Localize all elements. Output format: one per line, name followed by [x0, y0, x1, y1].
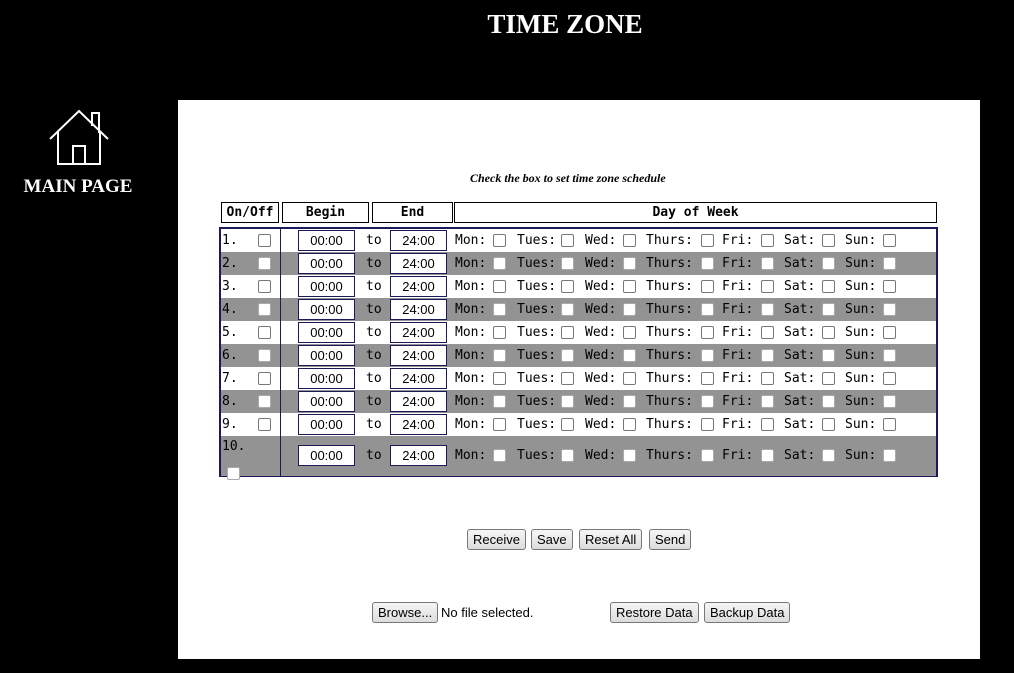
page-title: TIME ZONE: [487, 9, 643, 39]
day-label-thurs: Thurs:: [646, 348, 693, 363]
end-time-input[interactable]: [390, 445, 447, 466]
row-enable-checkbox[interactable]: [258, 257, 271, 270]
day-checkbox-fri[interactable]: [761, 395, 774, 408]
row-number: 2.: [222, 256, 238, 271]
begin-time-input[interactable]: [298, 322, 355, 343]
day-checkbox-sat[interactable]: [822, 349, 835, 362]
day-checkbox-sun[interactable]: [883, 372, 896, 385]
row-number: 3.: [222, 279, 238, 294]
day-checkbox-sat[interactable]: [822, 280, 835, 293]
day-label-thurs: Thurs:: [646, 233, 693, 248]
day-checkbox-fri[interactable]: [761, 372, 774, 385]
browse-button[interactable]: Browse...: [372, 602, 438, 623]
day-label-sun: Sun:: [845, 348, 877, 363]
day-checkbox-tues[interactable]: [561, 395, 574, 408]
day-label-mon: Mon:: [455, 417, 487, 432]
day-checkbox-sun[interactable]: [883, 395, 896, 408]
begin-time-input[interactable]: [298, 414, 355, 435]
day-checkbox-wed[interactable]: [623, 349, 636, 362]
day-label-wed: Wed:: [585, 417, 617, 432]
begin-time-input[interactable]: [298, 445, 355, 466]
day-checkbox-mon[interactable]: [493, 372, 506, 385]
reset-all-button[interactable]: Reset All: [579, 529, 642, 550]
day-checkbox-thurs[interactable]: [701, 372, 714, 385]
row-number: 4.: [222, 302, 238, 317]
day-label-sun: Sun:: [845, 325, 877, 340]
day-checkbox-tues[interactable]: [561, 234, 574, 247]
day-label-wed: Wed:: [585, 371, 617, 386]
day-checkbox-tues[interactable]: [561, 326, 574, 339]
schedule-table: [219, 227, 938, 477]
day-label-fri: Fri:: [722, 302, 754, 317]
day-checkbox-thurs[interactable]: [701, 449, 714, 462]
schedule-row: [221, 275, 936, 298]
day-checkbox-tues[interactable]: [561, 349, 574, 362]
day-checkbox-thurs[interactable]: [701, 234, 714, 247]
day-checkbox-sun[interactable]: [883, 449, 896, 462]
day-label-sun: Sun:: [845, 394, 877, 409]
to-label: to: [366, 233, 382, 248]
row-enable-checkbox[interactable]: [258, 280, 271, 293]
end-time-input[interactable]: [390, 368, 447, 389]
day-label-sat: Sat:: [784, 233, 816, 248]
day-checkbox-wed[interactable]: [623, 280, 636, 293]
day-checkbox-sat[interactable]: [822, 257, 835, 270]
end-time-input[interactable]: [390, 322, 447, 343]
day-checkbox-thurs[interactable]: [701, 349, 714, 362]
day-checkbox-sun[interactable]: [883, 418, 896, 431]
end-time-input[interactable]: [390, 345, 447, 366]
day-label-sat: Sat:: [784, 417, 816, 432]
begin-time-input[interactable]: [298, 276, 355, 297]
day-checkbox-thurs[interactable]: [701, 280, 714, 293]
row-number: 1.: [222, 233, 238, 248]
day-label-fri: Fri:: [722, 394, 754, 409]
day-label-tues: Tues:: [517, 279, 557, 294]
day-checkbox-mon[interactable]: [493, 418, 506, 431]
day-checkbox-tues[interactable]: [561, 372, 574, 385]
day-label-fri: Fri:: [722, 348, 754, 363]
day-checkbox-fri[interactable]: [761, 449, 774, 462]
day-label-mon: Mon:: [455, 371, 487, 386]
schedule-row: [221, 321, 936, 344]
row-number: 8.: [222, 394, 238, 409]
day-checkbox-thurs[interactable]: [701, 395, 714, 408]
day-label-mon: Mon:: [455, 448, 487, 463]
day-checkbox-mon[interactable]: [493, 303, 506, 316]
day-checkbox-wed[interactable]: [623, 326, 636, 339]
send-button[interactable]: Send: [649, 529, 691, 550]
day-checkbox-sat[interactable]: [822, 449, 835, 462]
day-checkbox-thurs[interactable]: [701, 257, 714, 270]
day-checkbox-sun[interactable]: [883, 303, 896, 316]
day-checkbox-mon[interactable]: [493, 395, 506, 408]
day-label-sat: Sat:: [784, 348, 816, 363]
to-label: to: [366, 417, 382, 432]
header-day-of-week: Day of Week: [454, 202, 937, 223]
day-label-wed: Wed:: [585, 233, 617, 248]
schedule-row: [221, 390, 936, 413]
to-label: to: [366, 325, 382, 340]
row-enable-checkbox[interactable]: [258, 349, 271, 362]
day-checkbox-tues[interactable]: [561, 418, 574, 431]
end-time-input[interactable]: [390, 391, 447, 412]
day-label-sun: Sun:: [845, 279, 877, 294]
end-time-input[interactable]: [390, 230, 447, 251]
day-checkbox-mon[interactable]: [493, 326, 506, 339]
day-label-mon: Mon:: [455, 279, 487, 294]
row-number: 5.: [222, 325, 238, 340]
day-checkbox-thurs[interactable]: [701, 418, 714, 431]
main-page-link[interactable]: [20, 108, 136, 198]
to-label: to: [366, 371, 382, 386]
header-on-off: On/Off: [221, 202, 279, 223]
day-checkbox-fri[interactable]: [761, 418, 774, 431]
header-end: End: [372, 202, 453, 223]
day-checkbox-sat[interactable]: [822, 418, 835, 431]
receive-button[interactable]: Receive: [467, 529, 526, 550]
to-label: to: [366, 256, 382, 271]
to-label: to: [366, 448, 382, 463]
day-label-thurs: Thurs:: [646, 325, 693, 340]
schedule-row: [221, 436, 936, 476]
day-label-sat: Sat:: [784, 448, 816, 463]
day-checkbox-fri[interactable]: [761, 303, 774, 316]
day-label-tues: Tues:: [517, 394, 557, 409]
end-time-input[interactable]: [390, 414, 447, 435]
day-label-tues: Tues:: [517, 448, 557, 463]
row-enable-checkbox[interactable]: [258, 234, 271, 247]
row-number: 6.: [222, 348, 238, 363]
row-enable-checkbox[interactable]: [258, 372, 271, 385]
day-label-wed: Wed:: [585, 394, 617, 409]
day-checkbox-sun[interactable]: [883, 326, 896, 339]
day-label-thurs: Thurs:: [646, 279, 693, 294]
day-checkbox-mon[interactable]: [493, 280, 506, 293]
day-checkbox-sun[interactable]: [883, 280, 896, 293]
row-enable-checkbox[interactable]: [258, 303, 271, 316]
day-label-fri: Fri:: [722, 279, 754, 294]
row-number: 9.: [222, 417, 238, 432]
day-label-wed: Wed:: [585, 256, 617, 271]
day-label-mon: Mon:: [455, 325, 487, 340]
day-label-sat: Sat:: [784, 371, 816, 386]
row-number: 7.: [222, 371, 238, 386]
content-panel: [178, 100, 980, 659]
day-checkbox-sat[interactable]: [822, 326, 835, 339]
day-label-thurs: Thurs:: [646, 371, 693, 386]
day-label-mon: Mon:: [455, 302, 487, 317]
day-label-thurs: Thurs:: [646, 417, 693, 432]
day-checkbox-sat[interactable]: [822, 372, 835, 385]
day-label-tues: Tues:: [517, 325, 557, 340]
restore-data-button[interactable]: Restore Data: [610, 602, 699, 623]
day-checkbox-thurs[interactable]: [701, 303, 714, 316]
day-label-fri: Fri:: [722, 417, 754, 432]
day-label-sat: Sat:: [784, 279, 816, 294]
day-checkbox-wed[interactable]: [623, 418, 636, 431]
day-checkbox-sun[interactable]: [883, 234, 896, 247]
day-label-sun: Sun:: [845, 371, 877, 386]
day-checkbox-tues[interactable]: [561, 257, 574, 270]
main-page-label: MAIN PAGE: [23, 176, 133, 197]
end-time-input[interactable]: [390, 276, 447, 297]
end-time-input[interactable]: [390, 253, 447, 274]
day-label-sun: Sun:: [845, 233, 877, 248]
begin-time-input[interactable]: [298, 299, 355, 320]
schedule-row: [221, 298, 936, 321]
row-number: 10.: [222, 439, 246, 454]
row-enable-checkbox[interactable]: [258, 326, 271, 339]
day-label-wed: Wed:: [585, 448, 617, 463]
day-label-mon: Mon:: [455, 348, 487, 363]
day-label-thurs: Thurs:: [646, 302, 693, 317]
day-checkbox-tues[interactable]: [561, 303, 574, 316]
day-label-tues: Tues:: [517, 371, 557, 386]
row-enable-checkbox[interactable]: [227, 467, 240, 480]
day-label-fri: Fri:: [722, 325, 754, 340]
to-label: to: [366, 279, 382, 294]
day-label-sun: Sun:: [845, 302, 877, 317]
day-label-sat: Sat:: [784, 325, 816, 340]
save-button[interactable]: Save: [531, 529, 573, 550]
day-label-fri: Fri:: [722, 233, 754, 248]
schedule-row: [221, 229, 936, 252]
day-label-sun: Sun:: [845, 256, 877, 271]
day-checkbox-fri[interactable]: [761, 326, 774, 339]
file-status: No file selected.: [441, 605, 534, 620]
schedule-row: [221, 252, 936, 275]
day-label-fri: Fri:: [722, 448, 754, 463]
day-checkbox-sat[interactable]: [822, 395, 835, 408]
day-checkbox-fri[interactable]: [761, 257, 774, 270]
day-checkbox-tues[interactable]: [561, 449, 574, 462]
header-begin: Begin: [282, 202, 369, 223]
day-label-tues: Tues:: [517, 233, 557, 248]
day-label-sat: Sat:: [784, 256, 816, 271]
day-checkbox-sun[interactable]: [883, 349, 896, 362]
day-checkbox-sun[interactable]: [883, 257, 896, 270]
to-label: to: [366, 302, 382, 317]
day-label-tues: Tues:: [517, 348, 557, 363]
begin-time-input[interactable]: [298, 345, 355, 366]
day-checkbox-wed[interactable]: [623, 372, 636, 385]
day-label-mon: Mon:: [455, 256, 487, 271]
schedule-row: [221, 413, 936, 436]
day-checkbox-mon[interactable]: [493, 449, 506, 462]
day-checkbox-wed[interactable]: [623, 303, 636, 316]
day-checkbox-thurs[interactable]: [701, 326, 714, 339]
day-label-sun: Sun:: [845, 448, 877, 463]
schedule-row: [221, 344, 936, 367]
day-label-mon: Mon:: [455, 233, 487, 248]
day-checkbox-sat[interactable]: [822, 234, 835, 247]
day-checkbox-fri[interactable]: [761, 349, 774, 362]
day-label-thurs: Thurs:: [646, 256, 693, 271]
day-checkbox-mon[interactable]: [493, 257, 506, 270]
end-time-input[interactable]: [390, 299, 447, 320]
day-label-sat: Sat:: [784, 302, 816, 317]
begin-time-input[interactable]: [298, 230, 355, 251]
begin-time-input[interactable]: [298, 391, 355, 412]
row-enable-checkbox[interactable]: [258, 395, 271, 408]
day-label-sun: Sun:: [845, 417, 877, 432]
day-label-thurs: Thurs:: [646, 448, 693, 463]
home-icon: [48, 108, 110, 166]
day-label-thurs: Thurs:: [646, 394, 693, 409]
to-label: to: [366, 348, 382, 363]
day-checkbox-fri[interactable]: [761, 234, 774, 247]
day-label-wed: Wed:: [585, 348, 617, 363]
begin-time-input[interactable]: [298, 253, 355, 274]
day-checkbox-tues[interactable]: [561, 280, 574, 293]
day-checkbox-wed[interactable]: [623, 234, 636, 247]
begin-time-input[interactable]: [298, 368, 355, 389]
backup-data-button[interactable]: Backup Data: [704, 602, 790, 623]
day-label-wed: Wed:: [585, 302, 617, 317]
to-label: to: [366, 394, 382, 409]
row-enable-checkbox[interactable]: [258, 418, 271, 431]
day-label-mon: Mon:: [455, 394, 487, 409]
day-label-sat: Sat:: [784, 394, 816, 409]
day-label-wed: Wed:: [585, 325, 617, 340]
day-label-wed: Wed:: [585, 279, 617, 294]
schedule-instruction: Check the box to set time zone schedule: [470, 171, 666, 185]
day-checkbox-wed[interactable]: [623, 257, 636, 270]
day-label-tues: Tues:: [517, 302, 557, 317]
day-checkbox-wed[interactable]: [623, 449, 636, 462]
day-checkbox-sat[interactable]: [822, 303, 835, 316]
day-checkbox-mon[interactable]: [493, 349, 506, 362]
day-label-tues: Tues:: [517, 417, 557, 432]
day-checkbox-mon[interactable]: [493, 234, 506, 247]
day-label-fri: Fri:: [722, 256, 754, 271]
day-checkbox-wed[interactable]: [623, 395, 636, 408]
schedule-row: [221, 367, 936, 390]
day-label-tues: Tues:: [517, 256, 557, 271]
day-label-fri: Fri:: [722, 371, 754, 386]
day-checkbox-fri[interactable]: [761, 280, 774, 293]
